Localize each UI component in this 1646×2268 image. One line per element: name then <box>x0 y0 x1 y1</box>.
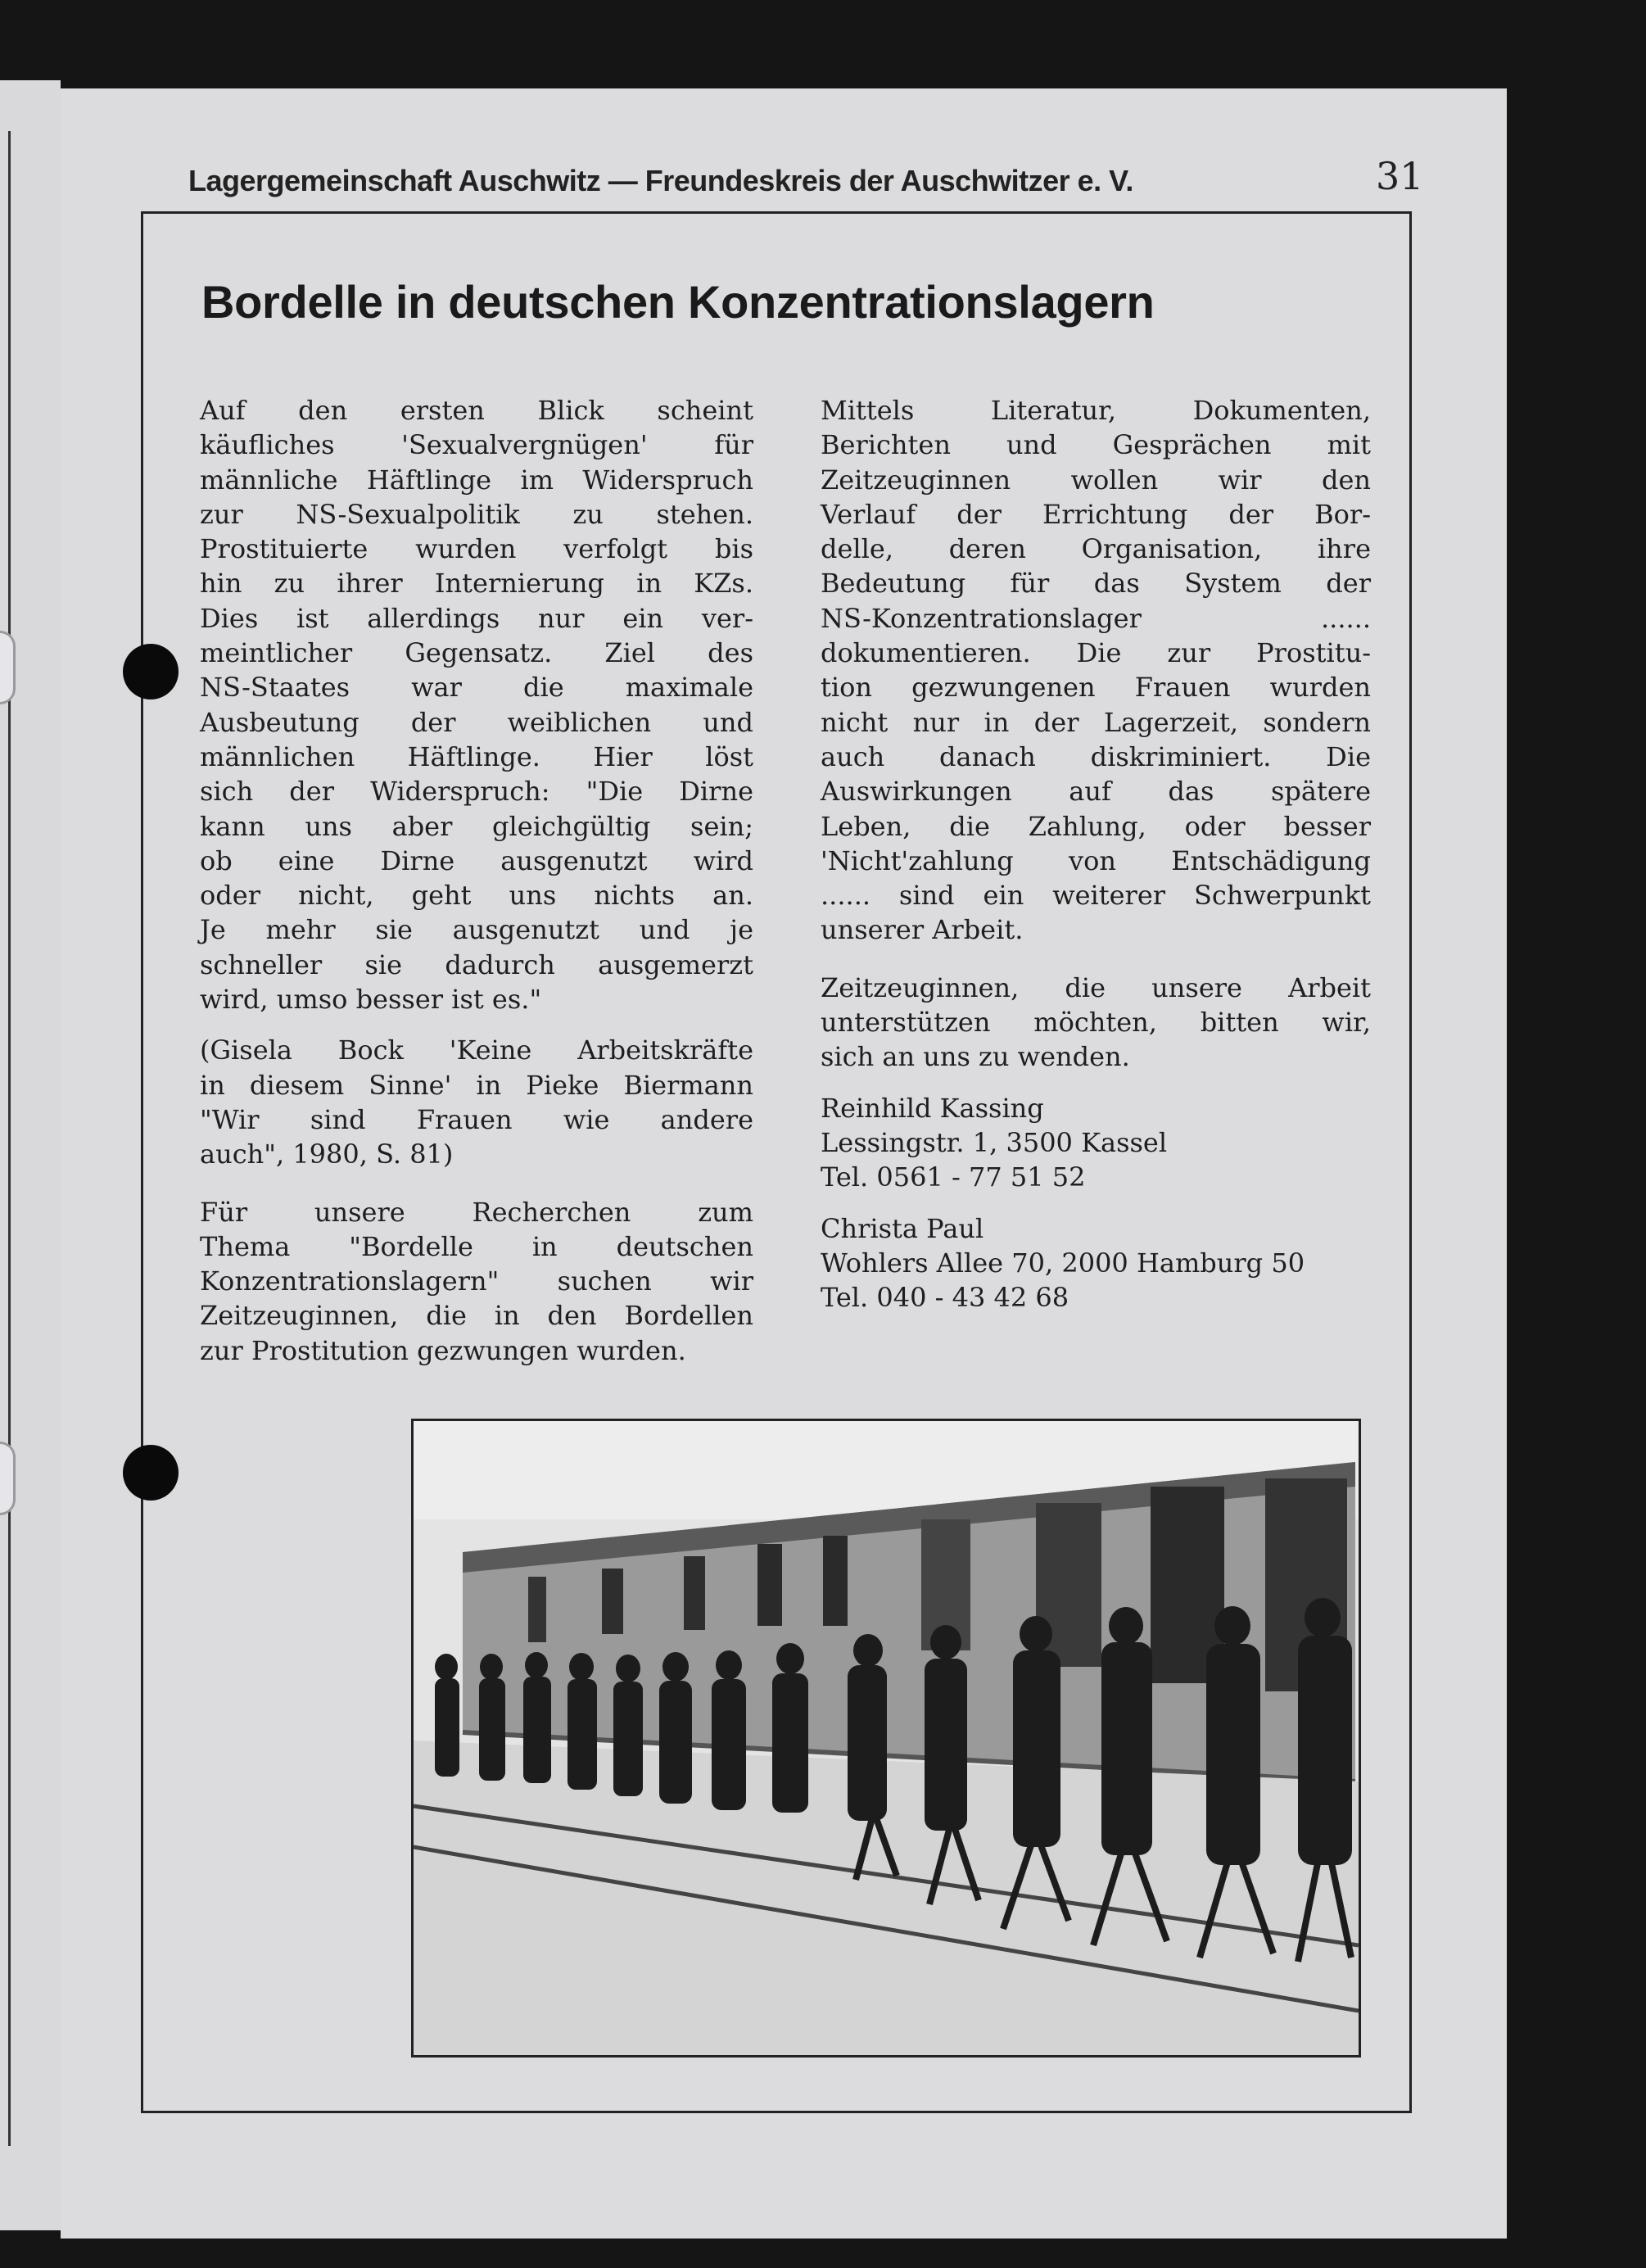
text-line: Je mehr sie ausgenutzt und je <box>200 914 753 946</box>
punch-hole <box>123 644 179 699</box>
text-line: Prostituierte wurden verfolgt bis <box>200 533 753 565</box>
text-line: Zeitzeuginnen, die unsere Arbeit <box>821 971 1371 1003</box>
text-line: ...... sind ein weiterer Schwerpunkt <box>821 880 1371 912</box>
text-line: oder nicht, geht uns nichts an. <box>200 880 753 912</box>
text-line: Leben, die Zahlung, oder besser <box>821 810 1371 842</box>
punch-hole <box>123 1445 179 1501</box>
text-line: nicht nur in der Lagerzeit, sondern <box>821 706 1371 738</box>
text-line: tion gezwungenen Frauen wurden <box>821 672 1371 704</box>
text-line: (Gisela Bock 'Keine Arbeitskräfte <box>200 1034 753 1066</box>
text-line: zur NS-Sexualpolitik zu stehen. <box>200 498 753 530</box>
text-line: Thema "Bordelle in deutschen <box>200 1230 753 1262</box>
text-line: dokumentieren. Die zur Prostitu- <box>821 637 1371 669</box>
contact-address: Lessingstr. 1, 3500 Kassel <box>821 1126 1168 1158</box>
text-line: auch", 1980, S. 81) <box>200 1139 454 1170</box>
contact-kassing <box>821 1091 1371 1195</box>
goals-paragraph <box>821 393 1371 948</box>
contact-paul <box>821 1211 1371 1315</box>
text-line: sich der Widerspruch: "Die Dirne <box>200 776 753 808</box>
page-number: 31 <box>1376 154 1424 198</box>
text-line: männlichen Häftlinge. Hier löst <box>200 740 753 772</box>
contact-phone: Tel. 040 - 43 42 68 <box>821 1282 1069 1314</box>
running-header: Lagergemeinschaft Auschwitz — Freundeskreis der Auschwitzer e. V. <box>188 164 1133 197</box>
text-line: hin zu ihrer Internierung in KZs. <box>200 568 753 600</box>
text-line: unterstützen möchten, bitten wir, <box>821 1007 1371 1039</box>
text-line: schneller sie dadurch ausgemerzt <box>200 948 753 980</box>
text-line: Zeitzeuginnen wollen wir den <box>821 464 1371 496</box>
text-line: auch danach diskriminiert. Die <box>821 740 1371 772</box>
text-line: NS-Staates war die maximale <box>200 672 753 704</box>
photo-women-by-train <box>414 1421 1359 2055</box>
text-line: Konzentrationslagern" suchen wir <box>200 1265 753 1297</box>
text-line: Ausbeutung der weiblichen und <box>200 706 753 738</box>
appeal-paragraph <box>821 971 1371 1075</box>
text-line: sich an uns zu wenden. <box>821 1041 1130 1073</box>
contact-phone: Tel. 0561 - 77 51 52 <box>821 1161 1086 1193</box>
text-line: 'Nicht'zahlung von Entschädigung <box>821 844 1371 876</box>
text-line: Mittels Literatur, Dokumenten, <box>821 395 1371 426</box>
contact-address: Wohlers Allee 70, 2000 Hamburg 50 <box>821 1247 1305 1279</box>
research-paragraph <box>200 1195 753 1368</box>
text-line: Auf den ersten Blick scheint <box>200 395 753 426</box>
text-line: ob eine Dirne ausgenutzt wird <box>200 844 753 876</box>
text-line: NS-Konzentrationslager ...... <box>821 602 1371 634</box>
text-line: zur Prostitution gezwungen wurden. <box>200 1334 686 1366</box>
binder-ring <box>0 631 16 704</box>
text-line: in diesem Sinne' in Pieke Biermann <box>200 1069 753 1101</box>
right-column <box>821 393 1371 1315</box>
previous-page-frame <box>0 131 11 2146</box>
historical-photo <box>411 1419 1361 2057</box>
article-title: Bordelle in deutschen Konzentrationslagern <box>201 276 1155 328</box>
text-line: Auswirkungen auf das spätere <box>821 776 1371 808</box>
text-line: meintlicher Gegensatz. Ziel des <box>200 637 753 669</box>
contact-name: Christa Paul <box>821 1212 984 1244</box>
text-line: Bedeutung für das System der <box>821 568 1371 600</box>
text-line: unserer Arbeit. <box>821 914 1024 946</box>
text-line: wird, umso besser ist es." <box>200 984 542 1016</box>
text-line: Berichten und Gesprächen mit <box>821 429 1371 461</box>
text-line: Dies ist allerdings nur ein ver- <box>200 602 753 634</box>
text-line: kann uns aber gleichgültig sein; <box>200 810 753 842</box>
text-line: Verlauf der Errichtung der Bor- <box>821 498 1371 530</box>
left-column <box>200 393 753 1368</box>
text-line: Zeitzeuginnen, die in den Bordellen <box>200 1300 753 1332</box>
text-line: männliche Häftlinge im Widerspruch <box>200 464 753 496</box>
intro-paragraph <box>200 393 753 1016</box>
text-line: delle, deren Organisation, ihre <box>821 533 1371 565</box>
binder-ring <box>0 1442 16 1515</box>
text-line: "Wir sind Frauen wie andere <box>200 1103 753 1135</box>
text-line: Für unsere Recherchen zum <box>200 1196 753 1228</box>
citation-paragraph <box>200 1033 753 1171</box>
contact-name: Reinhild Kassing <box>821 1092 1044 1124</box>
text-line: käufliches 'Sexualvergnügen' für <box>200 429 753 461</box>
